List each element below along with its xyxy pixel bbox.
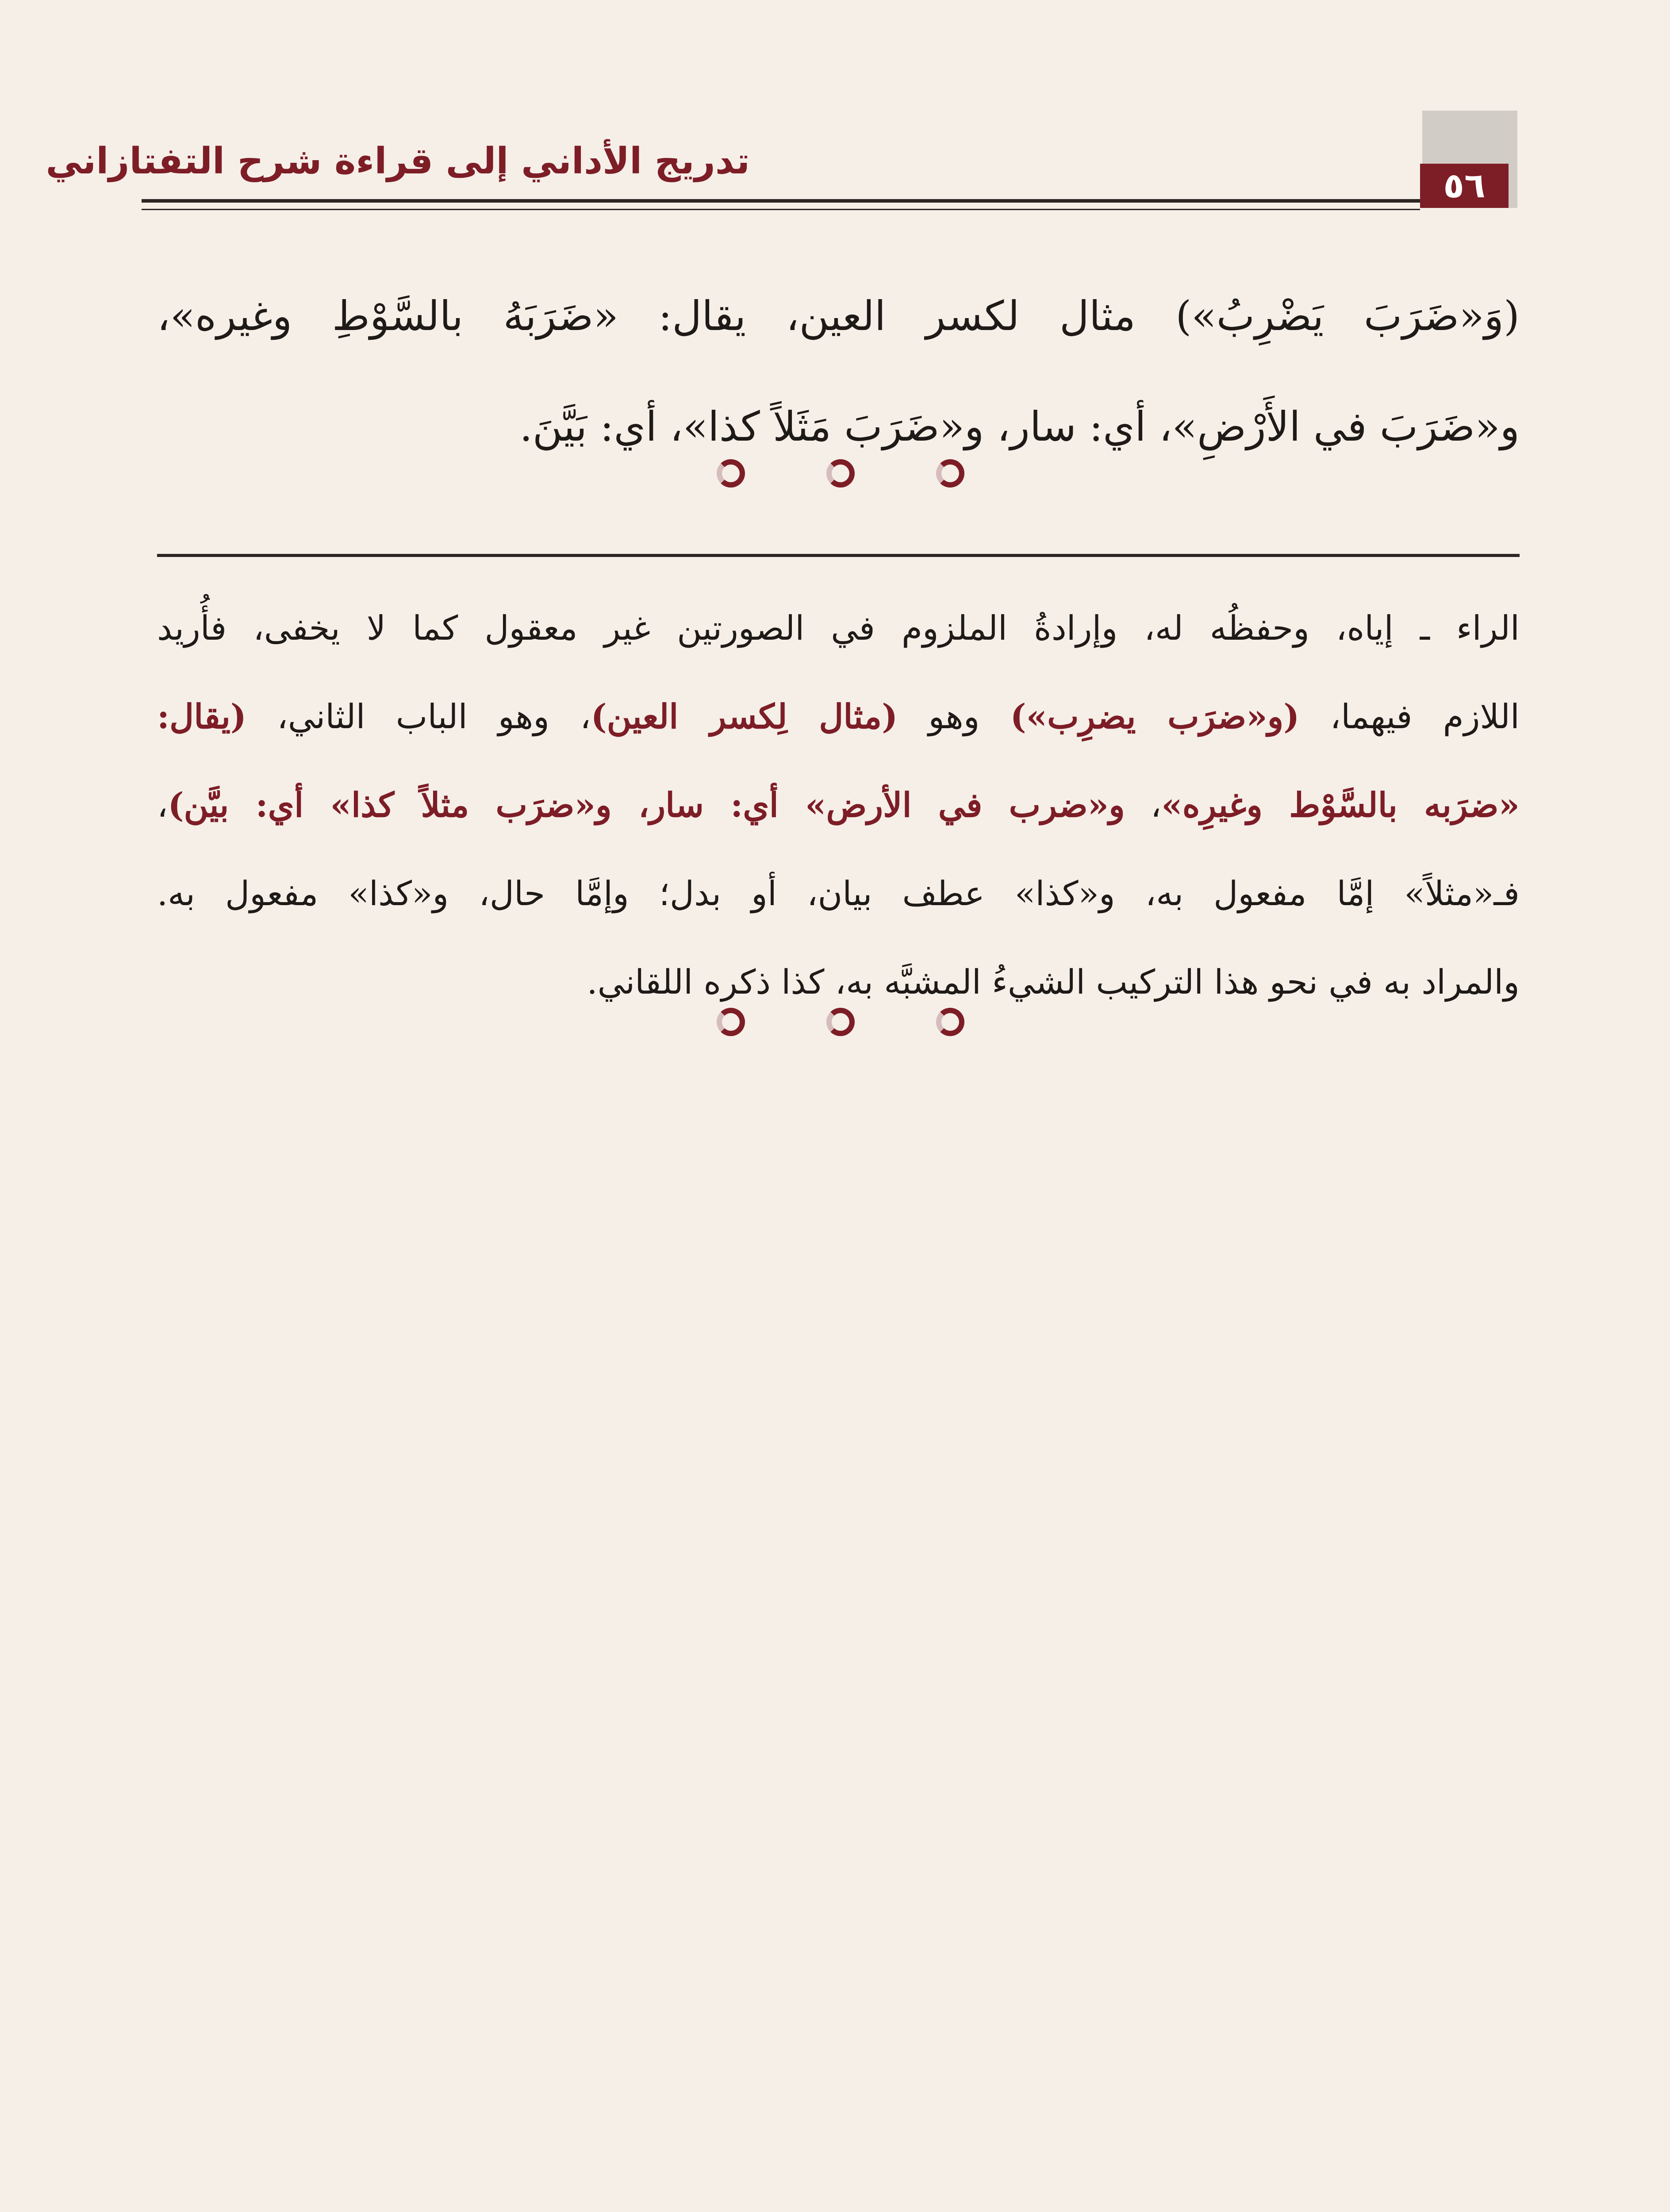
commentary-line bbox=[157, 672, 1520, 761]
commentary-segment: فـ«مثلاً» إمَّا مفعول به، و«كذا» عطف بيان، أو بدل؛ وإمَّا حال، و«كذا» مفعول به. bbox=[157, 874, 1520, 913]
commentary-segment: ، bbox=[1125, 785, 1162, 825]
quoted-matn-segment: (يقال: bbox=[157, 697, 246, 736]
page-number-tab bbox=[1422, 111, 1517, 208]
crescent-ornament-icon bbox=[936, 459, 964, 488]
running-header-title: تدريج الأداني إلى قراءة شرح التفتازاني bbox=[46, 140, 750, 182]
header-rule-thick bbox=[142, 199, 1420, 203]
crescent-ornament-icon bbox=[826, 1008, 855, 1036]
commentary-segment: اللازم فيهما، bbox=[1299, 697, 1520, 736]
crescent-ornament-icon bbox=[936, 1008, 964, 1036]
crescent-ornament-icon bbox=[826, 459, 855, 488]
main-text-line bbox=[157, 261, 1520, 372]
header-rule-thin bbox=[142, 209, 1420, 210]
commentary-text-block bbox=[157, 584, 1520, 1026]
commentary-line bbox=[157, 761, 1520, 849]
commentary-line bbox=[157, 849, 1520, 938]
main-text-block bbox=[157, 261, 1520, 482]
main-text-segment: (وَ«ضَرَبَ يَضْرِبُ») مثال لكسر العين، يقال: «ضَرَبَهُ بالسَّوْطِ وغيره»، bbox=[157, 292, 1520, 340]
commentary-segment: ، bbox=[157, 785, 168, 825]
page-number: ٥٦ bbox=[1420, 164, 1509, 208]
quoted-matn-segment: «ضرَبه بالسَّوْط وغيرِه» bbox=[1161, 785, 1520, 825]
running-header bbox=[46, 111, 1517, 208]
crescent-ornament-icon bbox=[717, 459, 745, 488]
quoted-matn-segment: (و«ضرَب يضرِب») bbox=[1010, 697, 1300, 736]
quoted-matn-segment: (مثال لِكسر العين) bbox=[591, 697, 898, 736]
quoted-matn-segment: و«ضرب في الأرض» أي: سار، و«ضرَب مثلاً كذا» أي: بيَّن) bbox=[168, 785, 1125, 825]
crescent-ornament-icon bbox=[717, 1008, 745, 1036]
section-ornament-divider bbox=[717, 456, 964, 491]
commentary-segment: ، وهو الباب الثاني، bbox=[246, 697, 591, 736]
commentary-segment: والمراد به في نحو هذا التركيب الشيءُ المشبَّه به، كذا ذكره اللقاني. bbox=[587, 962, 1520, 1002]
commentary-line bbox=[157, 584, 1520, 672]
commentary-segment: وهو bbox=[898, 697, 1010, 736]
main-text-segment: و«ضَرَبَ في الأَرْضِ»، أي: سار، و«ضَرَبَ مَثَلاً كذا»، أي: بَيَّنَ. bbox=[519, 403, 1520, 450]
footnote-separator-rule bbox=[157, 554, 1520, 557]
commentary-segment: الراء ـ إياه، وحفظُه له، وإرادةُ الملزوم في الصورتين غير معقول كما لا يخفى، فأُريد bbox=[157, 608, 1520, 648]
section-ornament-divider bbox=[717, 1004, 964, 1040]
